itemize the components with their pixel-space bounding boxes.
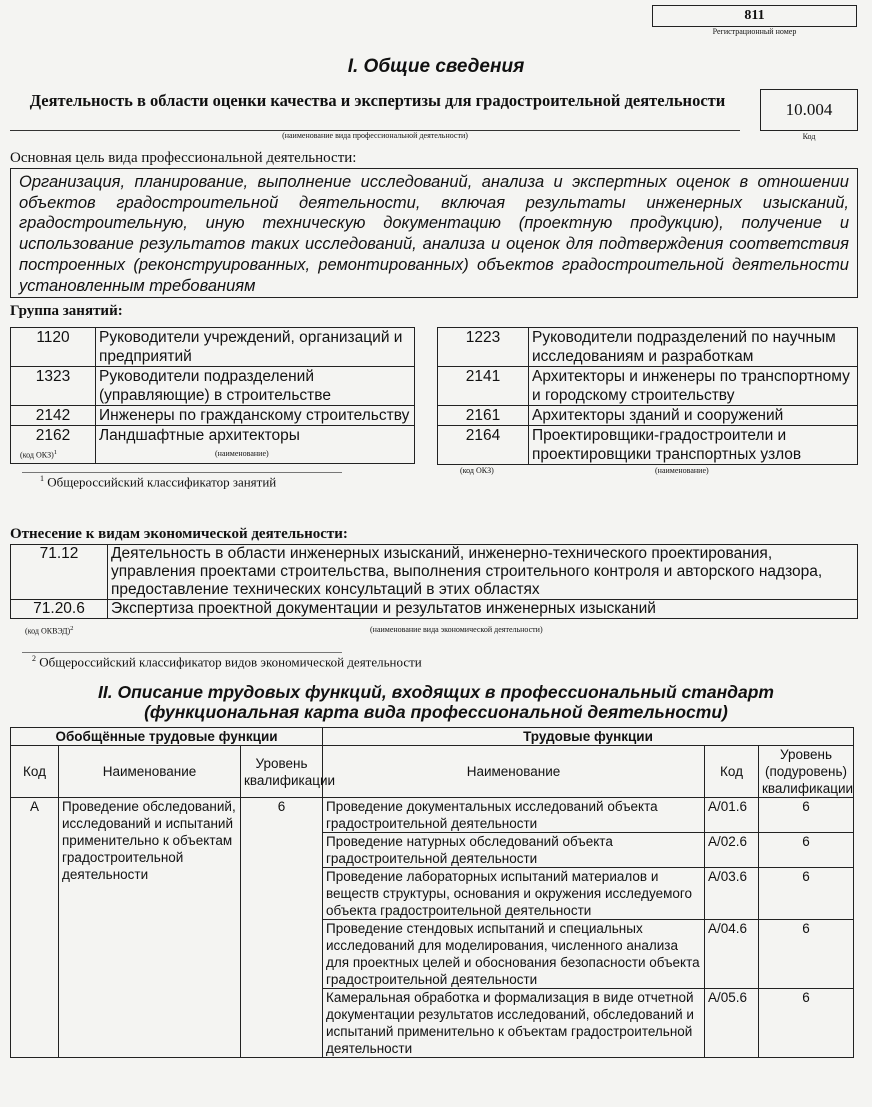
tf-level: 6 xyxy=(759,868,854,920)
activity-name: Деятельность в области оценки качества и экспертизы для градостроительной деятельности xyxy=(29,91,726,110)
goal-text: Организация, планирование, выполнение исследований, анализа и экспертных оценок в отношении объектов градостроительной деятельности, включая результаты инженерных изысканий, градостроительную, иную техническую документацию (проектную продукцию), получение и использование результатов таких исследований, анализа и оценок для подтверждения соответствия построенных (реконструированных, ремонтированных) объектов градостроительной деятельности установленным требованиям xyxy=(19,173,849,295)
footnote-1 xyxy=(40,474,276,490)
labor-functions-header: Трудовые функции xyxy=(323,728,854,746)
footnote-text: Общероссийский классификатор занятий xyxy=(47,474,277,490)
footnote-2 xyxy=(32,654,422,670)
tf-code: A/01.6 xyxy=(705,798,759,833)
occupation-code: 1323 xyxy=(11,367,96,406)
okz-code-caption-right: (код ОКЗ) xyxy=(460,466,494,475)
table-row xyxy=(11,367,415,406)
footnote-text: Общероссийский классификатор видов экономической деятельности xyxy=(39,654,422,670)
tf-level: 6 xyxy=(759,833,854,868)
otf-level: 6 xyxy=(241,798,323,1058)
occupation-name: Руководители учреждений, организаций и предприятий xyxy=(96,328,415,367)
table-row xyxy=(11,406,415,426)
tf-level-header: Уровень (подуровень) квалификации xyxy=(759,746,854,798)
otf-level-header: Уровень квалификации xyxy=(241,746,323,798)
tf-name: Камеральная обработка и формализация в виде отчетной документации результатов исследований, обследований и испытаний применительно к объектам градостроительной деятельности xyxy=(323,989,705,1058)
footnote-separator xyxy=(22,472,342,473)
generalized-functions-header: Обобщённые трудовые функции xyxy=(11,728,323,746)
okved-table xyxy=(10,544,858,619)
tf-code: A/04.6 xyxy=(705,920,759,989)
occupation-code: 2162 xyxy=(11,426,96,464)
table-row xyxy=(438,426,858,465)
table-row xyxy=(11,328,415,367)
table-row xyxy=(438,328,858,367)
tf-code: A/05.6 xyxy=(705,989,759,1058)
activity-code-caption: Код xyxy=(802,132,816,141)
goal-box xyxy=(10,168,858,298)
occupation-name: Архитекторы зданий и сооружений xyxy=(529,406,858,426)
registration-number-caption: Регистрационный номер xyxy=(712,27,797,36)
occupation-code: 2142 xyxy=(11,406,96,426)
table-row xyxy=(438,367,858,406)
otf-code: A xyxy=(11,798,59,1058)
section1-title: I. Общие сведения xyxy=(347,56,525,77)
functions-table xyxy=(10,727,854,1058)
tf-level: 6 xyxy=(759,989,854,1058)
otf-name: Проведение обследований, исследований и испытаний применительно к объектам градостроительной деятельности xyxy=(59,798,241,1058)
tf-code: A/02.6 xyxy=(705,833,759,868)
tf-level: 6 xyxy=(759,798,854,833)
okved-label: Отнесение к видам экономической деятельности: xyxy=(10,526,348,542)
okved-code: 71.12 xyxy=(11,545,108,600)
occupation-name-caption-right: (наименование) xyxy=(655,466,709,475)
occupations-table-left xyxy=(10,327,415,464)
tf-name: Проведение документальных исследований объекта градостроительной деятельности xyxy=(323,798,705,833)
tf-name: Проведение стендовых испытаний и специальных исследований для моделирования, численного анализа для проектных целей и обоснования безопасности объекта градостроительной деятельности xyxy=(323,920,705,989)
occupation-name: Инженеры по гражданскому строительству xyxy=(96,406,415,426)
footnote-separator xyxy=(22,652,342,653)
okved-code-caption-text: (код ОКВЭД) xyxy=(25,626,71,636)
goal-label: Основная цель вида профессиональной деятельности: xyxy=(10,150,357,166)
section2-title-line2: (функциональная карта вида профессиональной деятельности) xyxy=(144,702,728,722)
table-row xyxy=(11,545,858,600)
table-header-row xyxy=(11,728,854,746)
occupation-code: 1120 xyxy=(11,328,96,367)
table-row xyxy=(438,406,858,426)
occupation-code: 2141 xyxy=(438,367,529,406)
table-row xyxy=(11,600,858,619)
footnote-num: 1 xyxy=(40,474,44,483)
occupation-code: 2164 xyxy=(438,426,529,465)
tf-name: Проведение лабораторных испытаний материалов и веществ структуры, основания и окружения исследуемого объекта градостроительной деятельности xyxy=(323,868,705,920)
occupation-name: Руководители подразделений по научным исследованиям и разработкам xyxy=(529,328,858,367)
okved-code: 71.20.6 xyxy=(11,600,108,619)
tf-code: A/03.6 xyxy=(705,868,759,920)
occupation-name-caption-left: (наименование) xyxy=(215,449,269,458)
okved-footnote-ref: 2 xyxy=(70,625,74,632)
occupation-code: 1223 xyxy=(438,328,529,367)
okved-name-caption: (наименование вида экономической деятельности) xyxy=(370,625,543,634)
table-row xyxy=(11,798,854,833)
okz-footnote-ref: 1 xyxy=(53,449,58,456)
occupation-name: Руководители подразделений (управляющие) в строительстве xyxy=(96,367,415,406)
okved-name: Деятельность в области инженерных изысканий, инженерно-технического проектирования, управления проектами строительства, выполнения строительного контроля и авторского надзора, предоставление технических консультаций в этих областях xyxy=(108,545,858,600)
footnote-num: 2 xyxy=(32,654,36,663)
activity-name-caption: (наименование вида профессиональной деятельности) xyxy=(282,131,468,140)
activity-code-box xyxy=(760,89,858,131)
table-row xyxy=(11,426,415,464)
otf-name-header: Наименование xyxy=(59,746,241,798)
tf-name-header: Наименование xyxy=(323,746,705,798)
registration-number-box xyxy=(652,5,857,27)
occupation-name: Архитекторы и инженеры по транспортному и городскому строительству xyxy=(529,367,858,406)
occupation-code: 2161 xyxy=(438,406,529,426)
occupations-table-right xyxy=(437,327,858,465)
activity-code: 10.004 xyxy=(785,100,833,119)
occupation-name: Проектировщики-градостроители и проектировщики транспортных узлов xyxy=(529,426,858,465)
section2-title xyxy=(0,682,872,722)
okz-code-caption-left xyxy=(20,449,57,460)
okved-name: Экспертиза проектной документации и результатов инженерных изысканий xyxy=(108,600,858,619)
registration-number: 811 xyxy=(744,8,765,23)
section2-title-line1: II. Описание трудовых функций, входящих в профессиональный стандарт xyxy=(98,682,774,702)
tf-level: 6 xyxy=(759,920,854,989)
occupation-name: Ландшафтные архитекторы xyxy=(96,426,415,464)
okved-code-caption xyxy=(25,625,74,636)
occupations-label: Группа занятий: xyxy=(10,303,123,319)
otf-code-header: Код xyxy=(11,746,59,798)
tf-name: Проведение натурных обследований объекта градостроительной деятельности xyxy=(323,833,705,868)
tf-code-header: Код xyxy=(705,746,759,798)
okz-code-caption-text: (код ОКЗ) xyxy=(20,450,54,460)
table-header-row xyxy=(11,746,854,798)
